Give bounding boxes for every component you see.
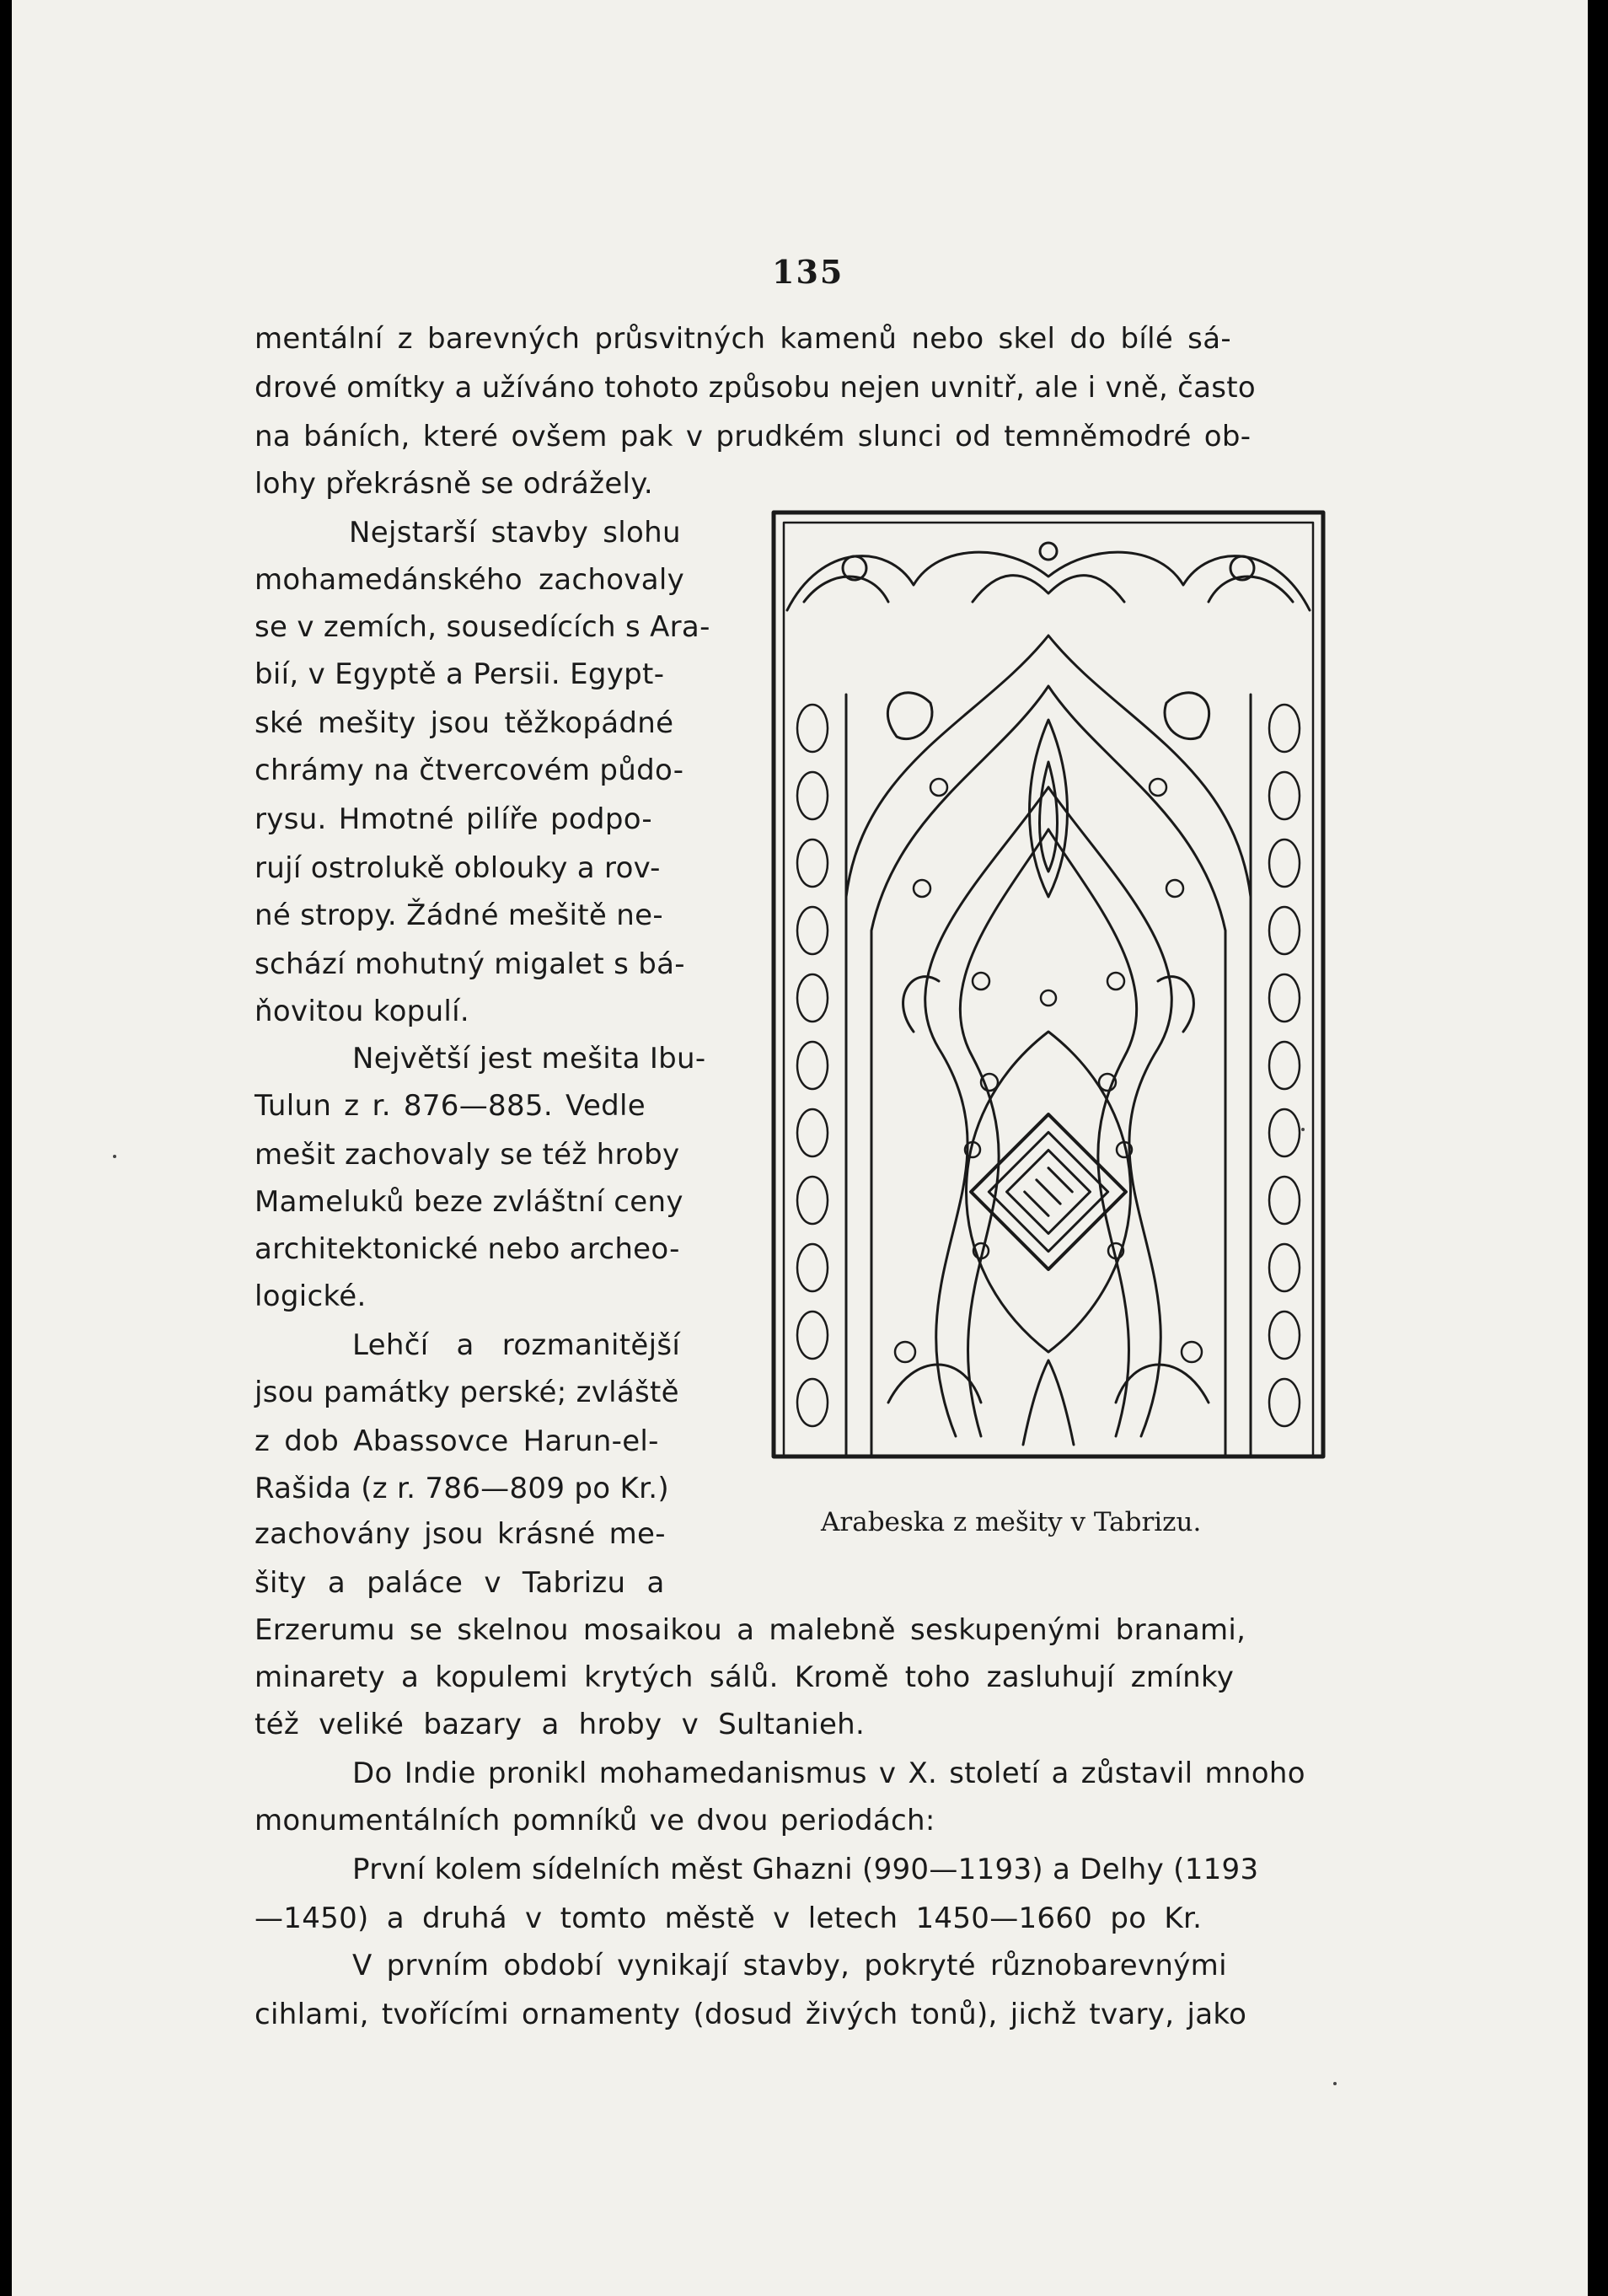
figure-caption: Arabeska z mešity v Tabrizu. <box>821 1507 1202 1537</box>
scan-speck <box>113 1155 116 1158</box>
text-line: bií, v Egyptě a Persii. Egypt- <box>255 657 665 691</box>
text-line: se v zemích, sousedících s Ara- <box>255 610 710 644</box>
text-line: V prvním období vynikají stavby, pokryté různobarevnými <box>352 1949 1227 1982</box>
book-page <box>12 0 1588 2296</box>
text-line: monumentálních pomníků ve dvou periodách: <box>255 1804 935 1837</box>
text-line: rysu. Hmotné pilíře podpo- <box>255 802 652 836</box>
text-line: na báních, které ovšem pak v prudkém slunci od temněmodré ob- <box>255 420 1252 453</box>
arabesque-figure <box>770 509 1327 1460</box>
scan-speck <box>1333 2082 1337 2085</box>
arabesque-ornament-icon <box>770 509 1327 1460</box>
text-line: logické. <box>255 1279 367 1313</box>
text-line: zachovány jsou krásné me- <box>255 1517 666 1551</box>
text-line: Do Indie pronikl mohamedanismus v X. století a zůstavil mnoho <box>352 1757 1305 1790</box>
text-line: šity a paláce v Tabrizu a <box>255 1566 665 1600</box>
text-line: architektonické nebo archeo- <box>255 1232 680 1266</box>
text-line: ské mešity jsou těžkopádné <box>255 706 674 740</box>
scan-speck <box>1301 1128 1305 1131</box>
text-line: jsou památky perské; zvláště <box>255 1376 679 1409</box>
page-number: 135 <box>772 253 844 291</box>
text-line: —1450) a druhá v tomto městě v letech 1450—1660 po Kr. <box>255 1902 1203 1935</box>
text-line: též veliké bazary a hroby v Sultanieh. <box>255 1708 866 1741</box>
text-line: Lehčí a rozmanitější <box>352 1328 681 1362</box>
text-line: mohamedánského zachovaly <box>255 563 685 597</box>
text-line: Největší jest mešita Ibu- <box>352 1042 706 1076</box>
text-line: lohy překrásně se odrážely. <box>255 467 653 501</box>
text-line: mentální z barevných průsvitných kamenů nebo skel do bílé sá- <box>255 322 1231 356</box>
text-line: né stropy. Žádné mešitě ne- <box>255 899 663 932</box>
text-line: Tulun z r. 876—885. Vedle <box>255 1089 646 1123</box>
text-line: drové omítky a užíváno tohoto způsobu nejen uvnitř, ale i vně, často <box>255 371 1257 405</box>
text-line: minarety a kopulemi krytých sálů. Kromě toho zasluhují zmínky <box>255 1660 1235 1694</box>
text-line: ňovitou kopulí. <box>255 995 470 1028</box>
text-line: schází mohutný migalet s bá- <box>255 947 685 981</box>
text-line: První kolem sídelních měst Ghazni (990—1193) a Delhy (1193 <box>352 1853 1259 1886</box>
text-line: rují ostrolukě oblouky a rov- <box>255 851 661 885</box>
text-line: Rašida (z r. 786—809 po Kr.) <box>255 1472 669 1505</box>
text-line: Mameluků beze zvláštní ceny <box>255 1185 683 1219</box>
text-line: z dob Abassovce Harun-el- <box>255 1424 659 1458</box>
text-line: chrámy na čtvercovém půdo- <box>255 754 684 787</box>
text-line: mešit zachovaly se též hroby <box>255 1138 680 1172</box>
text-line: cihlami, tvořícími ornamenty (dosud živých tonů), jichž tvary, jako <box>255 1998 1247 2031</box>
text-line: Nejstarší stavby slohu <box>349 516 681 550</box>
text-line: Erzerumu se skelnou mosaikou a malebně seskupenými branami, <box>255 1613 1246 1647</box>
